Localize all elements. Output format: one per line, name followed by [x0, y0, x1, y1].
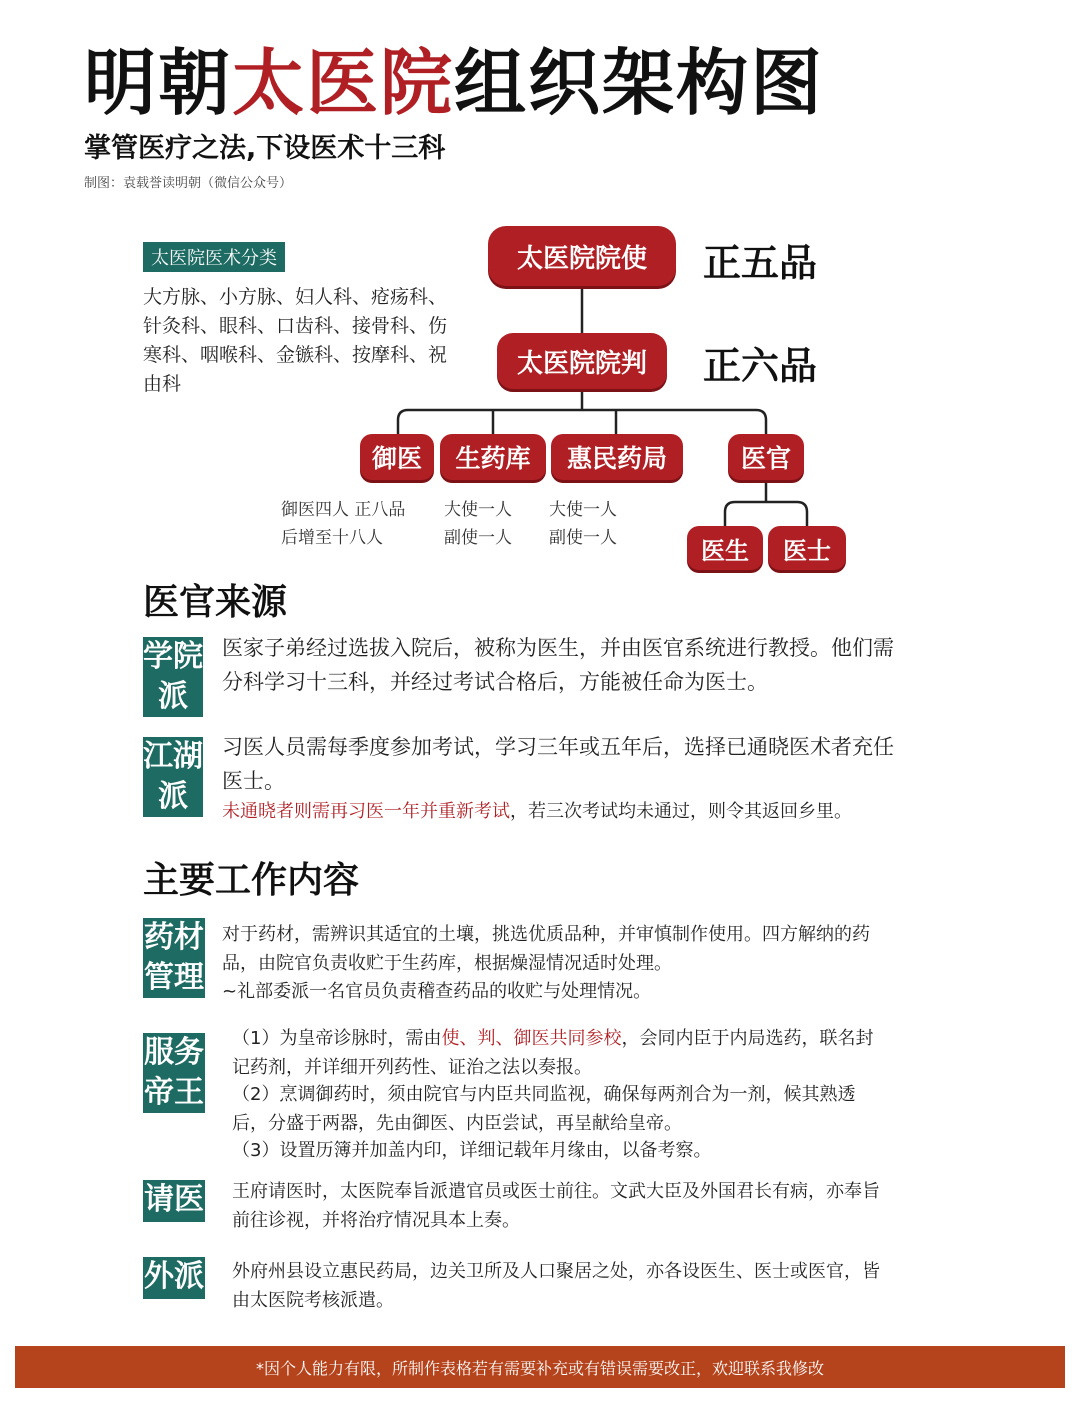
- source-xueyuanpai-text: 医家子弟经过选拔入院后，被称为医生，并由医官系统进行教授。他们需分科学习十三科，并经过考试合格后，方能被任命为医士。: [222, 636, 894, 694]
- categories-label: 太医院医术分类: [143, 242, 285, 272]
- work-fuwu-l1-pre: （1）为皇帝诊脉时，需由: [232, 1028, 442, 1049]
- node-yuyi: 御医: [360, 434, 434, 480]
- credit-line: 制图：袁载誉读明朝（微信公众号）: [84, 176, 293, 191]
- footer-banner: *因个人能力有限，所制作表格若有需要补充或有错误需要改正，欢迎联系我修改: [15, 1346, 1065, 1388]
- work-waipai-text: 外府州县设立惠民药局，边关卫所及人口聚居之处，亦各设医生、医士或医官，皆由太医院考核派遣。: [232, 1261, 880, 1311]
- work-yaocai-text: 对于药材，需辨识其适宜的土壤，挑选优质品种，并审慎制作使用。四方解纳的药品，由院官负责收贮于生药库，根据燥湿情况适时处理。: [222, 924, 870, 974]
- connector-branches: [398, 410, 766, 434]
- title-prefix: 明朝: [84, 41, 233, 125]
- page-subtitle: 掌管医疗之法,下设医术十三科: [84, 133, 446, 164]
- connector-sub: [725, 502, 807, 526]
- categories-text: 大方脉、小方脉、妇人科、疮疡科、针灸科、眼科、口齿科、接骨科、伤寒科、咽喉科、金镞科、按摩科、祝由科: [143, 286, 448, 395]
- note-hui-1: 大使一人: [549, 500, 617, 520]
- tag-xueyuanpai-text: 学院派: [143, 639, 203, 714]
- work-fuwu-l1-red: 使、判、御医共同参校: [441, 1028, 622, 1049]
- work-qingyi-text: 王府请医时，太医院奉旨派遣官员或医士前往。文武大臣及外国君长有病，亦奉旨前往诊视，并将治疗情况具本上奏。: [232, 1181, 880, 1231]
- tag-qingyi: [143, 1180, 205, 1222]
- source-jianghupai-text: 习医人员需每季度参加考试，学习三年或五年后，选择已通晓医术者充任医士。: [222, 735, 894, 793]
- work-heading: 主要工作内容: [143, 860, 360, 901]
- work-yaocai-text2: ~礼部委派一名官员负责稽查药品的收贮与处理情况。: [222, 981, 652, 1002]
- note-sheng-2: 副使一人: [444, 528, 512, 548]
- tag-fuwu-text: 服务帝王: [144, 1035, 204, 1110]
- source-heading: 医官来源: [143, 582, 288, 623]
- tag-jianghupai-text: 江湖派: [143, 739, 203, 814]
- note-hui-2: 副使一人: [549, 528, 617, 548]
- note-sheng-1: 大使一人: [444, 500, 512, 520]
- node-yuanshi: 太医院院使: [488, 226, 676, 286]
- note-yuyi-1: 御医四人 正八品: [281, 500, 406, 520]
- tag-yaocai-text: 药材管理: [144, 920, 204, 995]
- tag-jianghupai: [143, 737, 203, 817]
- node-yiguan: 医官: [728, 434, 804, 480]
- work-fuwu-l1-post: ，会同内臣于内局选药，联名封记药剂，并详细开列药性、证治之法以奏报。: [232, 1028, 874, 1078]
- node-yuanpan: 太医院院判: [497, 333, 667, 389]
- title-suffix: 组织架构图: [454, 41, 825, 125]
- note-yuyi-2: 后增至十八人: [281, 528, 383, 548]
- tag-yaocai: [143, 918, 205, 998]
- node-huiminyaoju: 惠民药局: [551, 434, 683, 480]
- tag-qingyi-text: 请医: [144, 1182, 204, 1217]
- tag-waipai-text: 外派: [144, 1259, 204, 1294]
- source-jianghupai-tail: ，若三次考试均未通过，则令其返回乡里。: [510, 801, 852, 822]
- work-fuwu-l1: [232, 1024, 882, 1082]
- title-highlight: 太医院: [232, 41, 455, 125]
- source-jianghupai-note: [222, 798, 922, 826]
- work-fuwu-l3: （3）设置历簿并加盖内印，详细记载年月缘由，以备考察。: [232, 1140, 712, 1161]
- tag-waipai: [143, 1257, 205, 1299]
- org-connectors: [0, 0, 1080, 600]
- work-fuwu-l2: （2）烹调御药时，须由院官与内臣共同监视，确保每两剂合为一剂，候其熟透后，分盛于两器，先由御医、内臣尝试，再呈献给皇帝。: [232, 1084, 856, 1134]
- node-shengyaoku: 生药库: [440, 434, 546, 480]
- node-yisheng: 医生: [687, 526, 763, 570]
- rank-yuanpan: 正六品: [703, 344, 818, 388]
- source-jianghupai-red: 未通晓者则需再习医一年并重新考试: [222, 801, 510, 822]
- tag-fuwu: [143, 1033, 205, 1113]
- rank-yuanshi: 正五品: [703, 241, 818, 285]
- node-yishi: 医士: [768, 526, 846, 570]
- tag-xueyuanpai: [143, 637, 203, 717]
